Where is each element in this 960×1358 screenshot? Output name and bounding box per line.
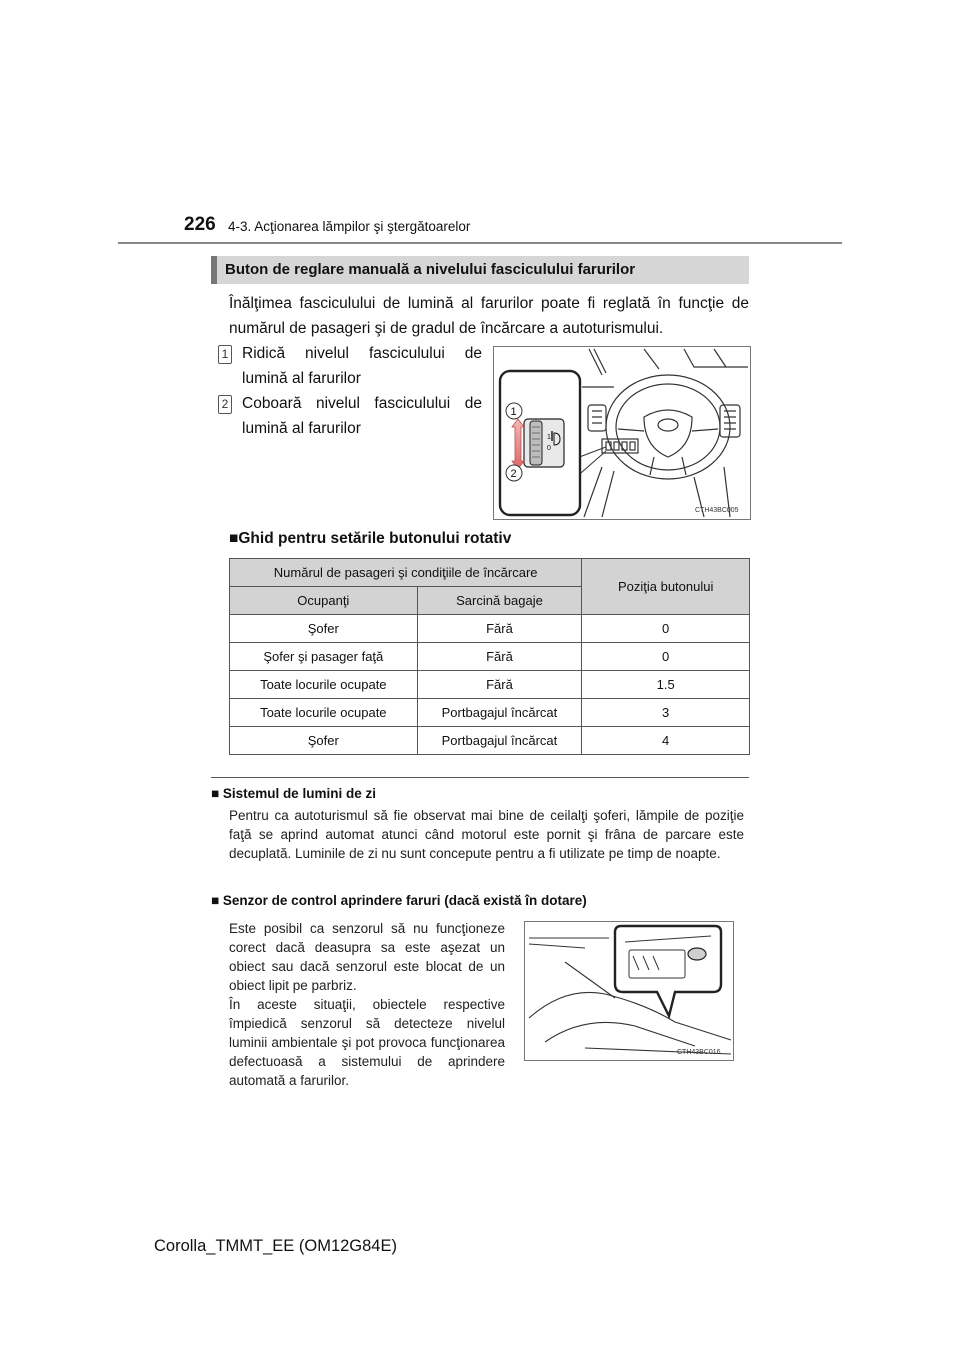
sensor-heading [211, 893, 587, 908]
dial-label-0: 0 [547, 445, 551, 452]
header-passengers-load: Numărul de pasageri şi condiţiile de încărcare [230, 559, 582, 587]
notes-divider [211, 777, 749, 778]
item-number-2: 2 [218, 395, 232, 414]
cell-position: 4 [582, 727, 750, 755]
table-row [230, 643, 750, 671]
guide-title: Ghid pentru setările butonului rotativ [238, 530, 512, 547]
cell-cargo: Fără [417, 643, 582, 671]
figure-callout-2: 2 [510, 468, 517, 480]
dial-settings-table [229, 558, 750, 755]
figure-code: CTH43BC005 [695, 507, 739, 514]
cell-occupants: Toate locurile ocupate [230, 699, 418, 727]
cell-position: 1.5 [582, 671, 750, 699]
drl-title: Sistemul de lumini de zi [222, 786, 376, 801]
figure-callout-1: 1 [510, 406, 517, 418]
cell-occupants: Şofer [230, 727, 418, 755]
header-divider [118, 242, 842, 244]
sensor-figure-code: CTH43BC016 [677, 1049, 721, 1056]
item-lower-beam: Coboară nivelul fasciculului de lumină al farurilor [242, 395, 482, 437]
header-cargo: Sarcină bagaje [417, 587, 582, 615]
header-occupants: Ocupanţi [230, 587, 418, 615]
sensor-text [229, 919, 505, 1090]
sensor-text-para-1: Este posibil ca senzorul să nu funcţioneze corect dacă deasupra sa este aşezat un obiect sau dacă senzorul este blocat de un obiect lipit pe parbriz. [229, 921, 505, 993]
cell-occupants: Şofer [230, 615, 418, 643]
cell-position: 0 [582, 615, 750, 643]
cell-position: 3 [582, 699, 750, 727]
drl-text: Pentru ca autoturismul să fie observat mai bine de ceilalţi şoferi, lămpile de poziţie faţă se aprind automat atunci când motorul este pornit şi frâna de parcare este decuplată. Luminile de zi nu sunt concepute pentru a fi utilizate pe timp de noapte. [229, 808, 744, 861]
footer-model: Corolla_TMMT_EE (OM12G84E) [154, 1237, 397, 1255]
dashboard-illustration [494, 347, 750, 519]
table-row [230, 699, 750, 727]
sensor-figure [524, 921, 734, 1061]
sensor-text-para-2: În aceste situaţii, obiectele respective împiedică senzorul să detecteze nivelul luminii ambientale şi pot provoca funcţionarea defectuoasă a sistemului de aprindere automată a farurilor. [229, 997, 505, 1088]
cell-cargo: Portbagajul încărcat [417, 727, 582, 755]
light-sensor-icon [688, 948, 706, 960]
page-number: 226 [184, 214, 216, 235]
section-banner [211, 256, 749, 284]
cell-occupants: Toate locurile ocupate [230, 671, 418, 699]
banner-accent-bar [211, 256, 217, 284]
bullet-square-icon: ■ [211, 893, 220, 908]
item-raise-beam: Ridică nivelul fasciculului de lumină al farurilor [242, 345, 482, 387]
sensor-illustration [525, 922, 733, 1060]
header-dial-position: Poziţia butonului [582, 559, 750, 615]
cell-occupants: Şofer şi pasager faţă [230, 643, 418, 671]
intro-paragraph: Înălţimea fasciculului de lumină al farurilor poate fi reglată în funcţie de numărul de pasageri şi de gradul de încărcare a autoturismului. [229, 295, 749, 337]
table-header-row [230, 559, 750, 587]
headlight-leveling-figure [493, 346, 751, 520]
guide-heading [229, 530, 511, 548]
cell-position: 0 [582, 643, 750, 671]
table-row [230, 671, 750, 699]
cell-cargo: Fără [417, 671, 582, 699]
bullet-square-icon: ■ [211, 786, 220, 801]
drl-heading [211, 786, 376, 801]
bullet-square-icon: ■ [229, 530, 239, 547]
dial-label-1: 1 [547, 434, 551, 441]
item-number-1: 1 [218, 345, 232, 364]
sensor-title: Senzor de control aprindere faruri (dacă există în dotare) [222, 893, 587, 908]
chapter-title: 4-3. Acţionarea lămpilor şi ştergătoarelor [228, 219, 471, 234]
cell-cargo: Fără [417, 615, 582, 643]
table-row [230, 727, 750, 755]
table-row [230, 615, 750, 643]
section-title: Buton de reglare manuală a nivelului fasciculului farurilor [225, 261, 636, 278]
cell-cargo: Portbagajul încărcat [417, 699, 582, 727]
